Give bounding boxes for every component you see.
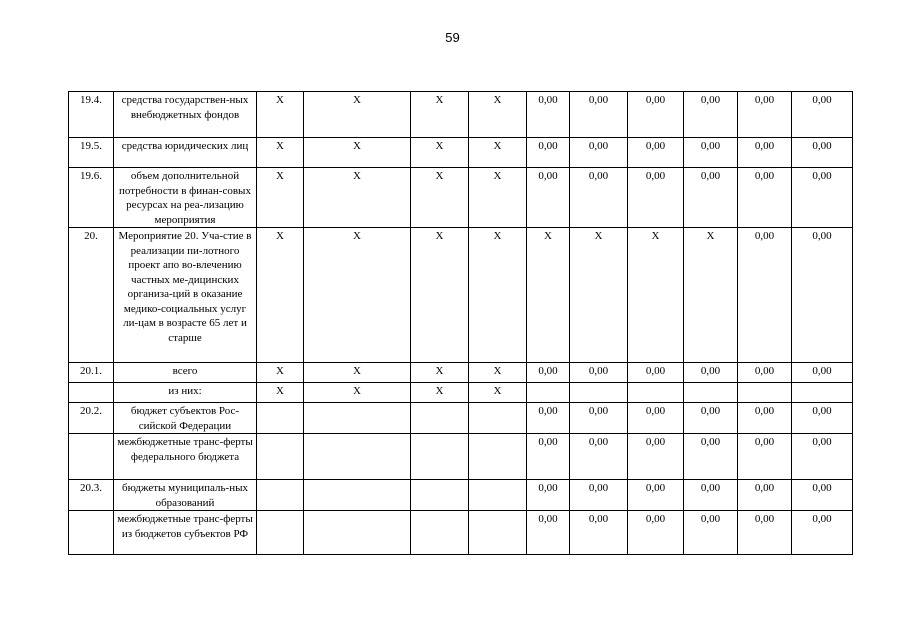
- row-number: [69, 434, 114, 480]
- cell: X: [257, 138, 304, 168]
- cell: 0,00: [738, 363, 792, 383]
- cell: X: [411, 168, 469, 228]
- cell: X: [628, 228, 684, 363]
- cell: [411, 403, 469, 434]
- cell: [792, 383, 853, 403]
- cell: X: [469, 92, 527, 138]
- row-number: [69, 383, 114, 403]
- row-name: из них:: [114, 383, 257, 403]
- cell: 0,00: [792, 92, 853, 138]
- table-row: [69, 480, 853, 511]
- table-row: [69, 168, 853, 228]
- cell: 0,00: [738, 168, 792, 228]
- cell: 0,00: [738, 511, 792, 555]
- row-name: объем дополнительной потребности в финан-совых ресурсах на реа-лизацию мероприятия: [114, 168, 257, 228]
- cell: 0,00: [684, 363, 738, 383]
- cell: 0,00: [527, 363, 570, 383]
- cell: X: [257, 383, 304, 403]
- cell: 0,00: [738, 403, 792, 434]
- cell: 0,00: [684, 168, 738, 228]
- cell: 0,00: [684, 403, 738, 434]
- cell: [527, 383, 570, 403]
- cell: 0,00: [792, 363, 853, 383]
- table-body: [69, 92, 853, 555]
- cell: X: [411, 92, 469, 138]
- cell: [257, 434, 304, 480]
- row-number: 20.1.: [69, 363, 114, 383]
- cell: 0,00: [738, 434, 792, 480]
- table-row: [69, 403, 853, 434]
- row-name: Мероприятие 20. Уча-стие в реализации пи-лотного проект апо во-влечению частных ме-дицинских организа-ций в оказание медико-социальных услуг ли-цам в возрасте 65 лет и старше: [114, 228, 257, 363]
- cell: 0,00: [738, 228, 792, 363]
- cell: 0,00: [628, 434, 684, 480]
- cell: [469, 403, 527, 434]
- row-number: [69, 511, 114, 555]
- cell: 0,00: [628, 403, 684, 434]
- cell: X: [684, 228, 738, 363]
- table-row: [69, 92, 853, 138]
- cell: [469, 434, 527, 480]
- budget-table: [68, 91, 853, 555]
- cell: 0,00: [527, 92, 570, 138]
- cell: 0,00: [684, 92, 738, 138]
- cell: 0,00: [628, 92, 684, 138]
- cell: 0,00: [684, 480, 738, 511]
- cell: 0,00: [527, 168, 570, 228]
- cell: [304, 480, 411, 511]
- cell: 0,00: [570, 511, 628, 555]
- cell: 0,00: [570, 434, 628, 480]
- cell: 0,00: [792, 511, 853, 555]
- cell: 0,00: [792, 434, 853, 480]
- cell: 0,00: [527, 434, 570, 480]
- cell: [411, 511, 469, 555]
- row-name: бюджет субъектов Рос-сийской Федерации: [114, 403, 257, 434]
- cell: 0,00: [527, 403, 570, 434]
- row-name: межбюджетные транс-ферты федерального бюджета: [114, 434, 257, 480]
- row-name: средства юридических лиц: [114, 138, 257, 168]
- row-name: всего: [114, 363, 257, 383]
- cell: 0,00: [684, 138, 738, 168]
- cell: [469, 480, 527, 511]
- row-name: межбюджетные транс-ферты из бюджетов субъектов РФ: [114, 511, 257, 555]
- cell: [738, 383, 792, 403]
- row-number: 19.4.: [69, 92, 114, 138]
- cell: [628, 383, 684, 403]
- table-row: [69, 228, 853, 363]
- row-number: 19.5.: [69, 138, 114, 168]
- row-number: 20.3.: [69, 480, 114, 511]
- cell: X: [411, 138, 469, 168]
- row-name: бюджеты муниципаль-ных образований: [114, 480, 257, 511]
- cell: 0,00: [792, 168, 853, 228]
- cell: [684, 383, 738, 403]
- row-number: 20.: [69, 228, 114, 363]
- cell: 0,00: [527, 138, 570, 168]
- cell: [570, 383, 628, 403]
- cell: [469, 511, 527, 555]
- cell: X: [527, 228, 570, 363]
- cell: X: [411, 228, 469, 363]
- cell: X: [257, 92, 304, 138]
- cell: [411, 434, 469, 480]
- cell: X: [304, 168, 411, 228]
- cell: X: [469, 383, 527, 403]
- cell: 0,00: [792, 480, 853, 511]
- cell: 0,00: [628, 363, 684, 383]
- cell: 0,00: [792, 403, 853, 434]
- cell: 0,00: [527, 480, 570, 511]
- cell: 0,00: [792, 138, 853, 168]
- table-row: [69, 383, 853, 403]
- cell: 0,00: [792, 228, 853, 363]
- cell: X: [304, 92, 411, 138]
- row-name: средства государствен-ных внебюджетных фондов: [114, 92, 257, 138]
- cell: X: [469, 363, 527, 383]
- cell: 0,00: [684, 511, 738, 555]
- cell: 0,00: [628, 138, 684, 168]
- cell: X: [304, 363, 411, 383]
- cell: [304, 403, 411, 434]
- table-row: [69, 138, 853, 168]
- table-row: [69, 363, 853, 383]
- cell: 0,00: [527, 511, 570, 555]
- cell: X: [411, 363, 469, 383]
- table-row: [69, 434, 853, 480]
- cell: 0,00: [738, 138, 792, 168]
- cell: X: [570, 228, 628, 363]
- cell: 0,00: [570, 403, 628, 434]
- cell: X: [469, 228, 527, 363]
- cell: X: [304, 228, 411, 363]
- page-number: 59: [445, 30, 460, 45]
- cell: [411, 480, 469, 511]
- cell: 0,00: [570, 168, 628, 228]
- cell: [257, 511, 304, 555]
- row-number: 20.2.: [69, 403, 114, 434]
- cell: 0,00: [684, 434, 738, 480]
- cell: X: [304, 138, 411, 168]
- cell: 0,00: [570, 92, 628, 138]
- cell: X: [257, 228, 304, 363]
- cell: X: [257, 363, 304, 383]
- cell: 0,00: [570, 138, 628, 168]
- cell: 0,00: [628, 480, 684, 511]
- cell: 0,00: [738, 480, 792, 511]
- row-number: 19.6.: [69, 168, 114, 228]
- cell: 0,00: [628, 168, 684, 228]
- cell: 0,00: [570, 480, 628, 511]
- cell: 0,00: [738, 92, 792, 138]
- cell: X: [411, 383, 469, 403]
- cell: 0,00: [628, 511, 684, 555]
- cell: [304, 434, 411, 480]
- table-row: [69, 511, 853, 555]
- cell: X: [469, 138, 527, 168]
- cell: X: [469, 168, 527, 228]
- cell: [257, 403, 304, 434]
- cell: X: [257, 168, 304, 228]
- cell: [257, 480, 304, 511]
- cell: 0,00: [570, 363, 628, 383]
- cell: [304, 511, 411, 555]
- cell: X: [304, 383, 411, 403]
